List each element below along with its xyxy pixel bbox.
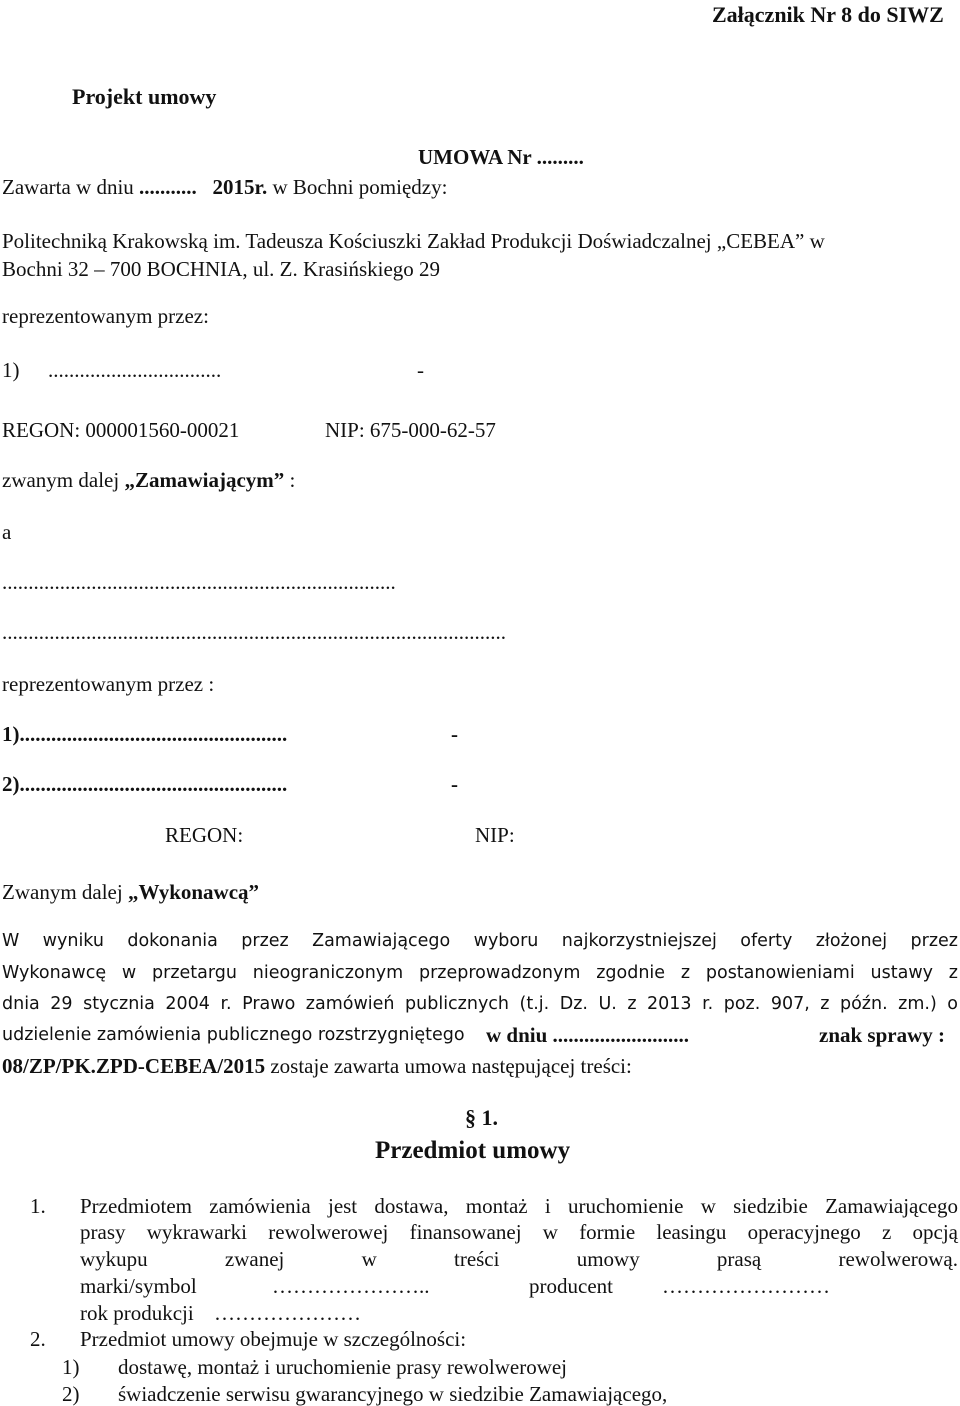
party2-nip: NIP: bbox=[475, 823, 515, 847]
party2-regon: REGON: bbox=[165, 823, 244, 847]
section-mark: § 1. bbox=[465, 1105, 498, 1130]
party1-rep1-num: 1) bbox=[2, 358, 20, 382]
clause2-item-2-text: świadczenie serwisu gwarancyjnego w siedzibie Zamawiającego, bbox=[118, 1382, 668, 1406]
party1-line2: Bochni 32 – 700 BOCHNIA, ul. Z. Krasińskiego 29 bbox=[2, 257, 441, 281]
intro-line-5 bbox=[2, 1056, 632, 1077]
party1-line1: Politechniką Krakowską im. Tadeusza Kościuszki Zakład Produkcji Doświadczalnej „CEBEA” w bbox=[2, 229, 825, 253]
clause1-brand-dots: ………………….. bbox=[272, 1274, 430, 1298]
party2-rep2-dash: - bbox=[451, 772, 458, 796]
clause2-item-2-num: 2) bbox=[62, 1382, 80, 1406]
party2-rep2: 2)................................................... bbox=[2, 772, 288, 796]
party2-called bbox=[2, 882, 259, 903]
party2-represented: reprezentowanym przez : bbox=[2, 672, 215, 696]
party2-called-name: „Wykonawcą” bbox=[127, 880, 260, 904]
clause1-line-3: wykupu zwanej w treści umowy prasą rewolwerową. bbox=[80, 1247, 958, 1271]
party2-rep1: 1)................................................... bbox=[2, 722, 288, 746]
party2-called-prefix: Zwanym dalej bbox=[2, 880, 123, 904]
intro-line-5-text: zostaje zawarta umowa następującej treści: bbox=[270, 1054, 632, 1078]
party1-called-name: „Zamawiającym” bbox=[124, 468, 285, 492]
contract-title: UMOWA Nr ......... bbox=[418, 145, 584, 169]
concluded-year: 2015r. bbox=[212, 175, 268, 199]
party1-nip: NIP: 675-000-62-57 bbox=[325, 418, 496, 442]
section-title: Przedmiot umowy bbox=[375, 1137, 571, 1164]
intro-line-1: W wyniku dokonania przez Zamawiającego wyboru najkorzystniejszej oferty złożonej przez bbox=[2, 931, 958, 951]
party2-dots-2: ................................................................................................ bbox=[2, 620, 506, 644]
annex-label: Załącznik Nr 8 do SIWZ bbox=[712, 2, 944, 27]
party2-dots-1: ........................................................................... bbox=[2, 570, 396, 594]
intro-line-2: Wykonawcę w przetargu nieograniczonym przeprowadzonym zgodnie z postanowieniami ustawy z bbox=[2, 963, 958, 983]
intro-case-number: 08/ZP/PK.ZPD-CEBEA/2015 bbox=[2, 1054, 266, 1078]
intro-line-4b: w dniu .......................... bbox=[486, 1023, 690, 1047]
clause1-number: 1. bbox=[30, 1194, 46, 1218]
party1-rep1-dots: ................................. bbox=[48, 358, 222, 382]
party2-rep1-dash: - bbox=[451, 722, 458, 746]
concluded-prefix: Zawarta w dniu bbox=[2, 175, 134, 199]
clause1-line-2: prasy wykrawarki rewolwerowej finansowanej w formie leasingu operacyjnego z opcją bbox=[80, 1220, 958, 1244]
party1-regon: REGON: 000001560-00021 bbox=[2, 418, 240, 442]
party1-called-suffix: : bbox=[289, 468, 296, 492]
party1-called bbox=[2, 470, 295, 491]
clause1-producer-label: producent bbox=[529, 1274, 613, 1298]
clause2-item-1-num: 1) bbox=[62, 1355, 80, 1379]
clause2-item-1-text: dostawę, montaż i uruchomienie prasy rewolwerowej bbox=[118, 1355, 568, 1379]
clause2-text: Przedmiot umowy obejmuje w szczególności: bbox=[80, 1327, 467, 1351]
conjunction: a bbox=[2, 520, 12, 544]
intro-line-3: dnia 29 stycznia 2004 r. Prawo zamówień publicznych (t.j. Dz. U. z 2013 r. poz. 907, z późn. zm.) o bbox=[2, 994, 958, 1014]
clause1-brand-label: marki/symbol bbox=[80, 1274, 197, 1298]
concluded-date-dots: ........... bbox=[139, 175, 197, 199]
project-title: Projekt umowy bbox=[72, 84, 217, 109]
concluded-line bbox=[2, 177, 447, 198]
concluded-suffix: w Bochni pomiędzy: bbox=[272, 175, 448, 199]
intro-line-4a: udzielenie zamówienia publicznego rozstrzygniętego bbox=[2, 1025, 465, 1045]
party1-represented: reprezentowanym przez: bbox=[2, 304, 209, 328]
clause1-producer-dots: …………………… bbox=[662, 1274, 830, 1298]
clause1-line-1: Przedmiotem zamówienia jest dostawa, montaż i uruchomienie w siedzibie Zamawiającego bbox=[80, 1194, 958, 1218]
party1-called-prefix: zwanym dalej bbox=[2, 468, 120, 492]
clause1-year-dots: ………………… bbox=[214, 1301, 361, 1325]
clause1-year-label: rok produkcji bbox=[80, 1301, 194, 1325]
party1-rep1-dash: - bbox=[417, 358, 424, 382]
intro-line-4c: znak sprawy : bbox=[819, 1023, 946, 1047]
clause2-number: 2. bbox=[30, 1327, 46, 1351]
